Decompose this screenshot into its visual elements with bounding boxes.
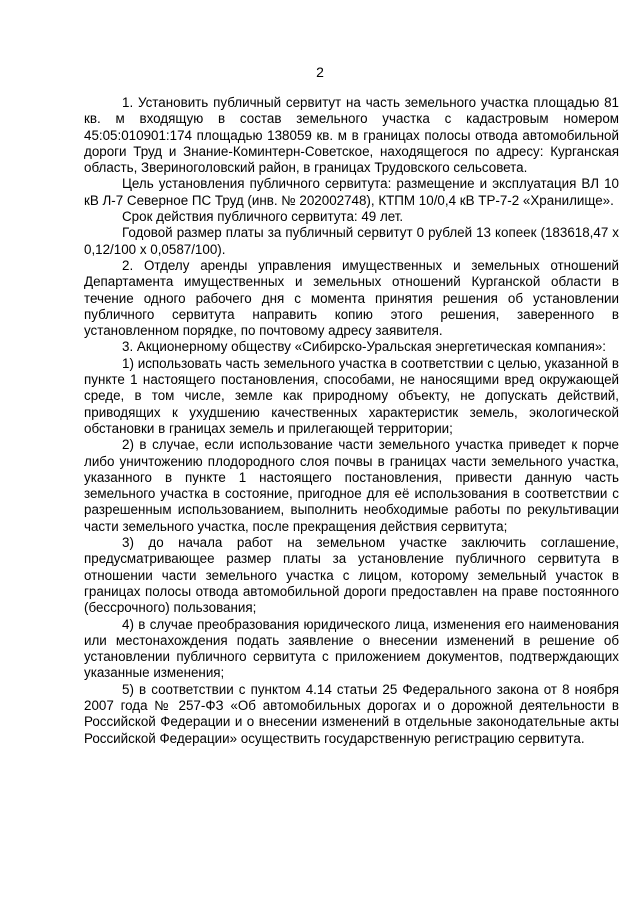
subparagraph-3-4: 4) в случае преобразования юридического лица, изменения его наименования или местонахождения подать заявление о внесении изменений в решение об установлении публичного сервитута с приложением документов, подтверждающих указанные изменения; (84, 616, 619, 681)
paragraph-3-company: 3. Акционерному обществу «Сибирско-Уральская энергетическая компания»: (122, 339, 607, 355)
paragraph-1-servitude: 1. Установить публичный сервитут на часть земельного участка площадью 81 кв. м входящую в состав земельного участка с кадастровым номером 45:05:010901:174 площадью 138059 кв. м в границах полосы отвода автомобильной дороги Труд и Знание-Коминтерн-Советское, находящегося по адресу: Курганская область, Звериноголовский район, в границах Трудовского сельсовета. (84, 95, 619, 176)
subparagraph-3-5: 5) в соответствии с пунктом 4.14 статьи 25 Федерального закона от 8 ноября 2007 года № 257-ФЗ «Об автомобильных дорогах и о дорожной деятельности в Российской Федерации и о внесении изменений в отдельные законодательные акты Российской Федерации» осуществить государственную регистрацию сервитута. (84, 681, 619, 746)
page-number: 2 (316, 64, 324, 80)
subparagraph-3-3: 3) до начала работ на земельном участке заключить соглашение, предусматривающее размер платы за установление публичного сервитута в отношении части земельного участка с лицом, которому земельный участок в границах полосы отвода автомобильной дороги предоставлен на праве постоянного (бессрочного) пользования; (84, 535, 619, 616)
paragraph-annual-fee: Годовой размер платы за публичный сервитут 0 рублей 13 копеек (183618,47 х 0,12/100 х 0,0587/100). (84, 225, 619, 257)
paragraph-2-lease-department: 2. Отделу аренды управления имущественных и земельных отношений Департамента имущественных и земельных отношений Курганской области в течение одного рабочего дня с момента принятия решения об установлении публичного сервитута направить копию этого решения, заверенного в установленном порядке, по почтовому адресу заявителя. (84, 257, 619, 339)
subparagraph-3-2: 2) в случае, если использование части земельного участка приведет к порче либо уничтожению плодородного слоя почвы в границах части земельного участка, указанного в пункте 1 настоящего постановления, привести данную часть земельного участка в состояние, пригодное для её использования в соответствии с разрешенным использованием, выполнить необходимые работы по рекультивации части земельного участка, после прекращения действия сервитута; (84, 437, 619, 534)
paragraph-purpose: Цель установления публичного сервитута: размещение и эксплуатация ВЛ 10 кВ Л-7 Северное ПС Труд (инв. № 202002748), КТПМ 10/0,4 кВ ТР-7-2 «Хранилище». (84, 176, 619, 208)
subparagraph-3-1: 1) использовать часть земельного участка в соответствии с целью, указанной в пункте 1 настоящего постановления, способами, не наносящими вред окружающей среде, в том числе, земле как природному объекту, не допускать действий, приводящих к ухудшению качественных характеристик земель, экологической обстановки в границах земель и прилегающей территории; (84, 355, 619, 436)
paragraph-term: Срок действия публичного сервитута: 49 лет. (122, 209, 404, 225)
document-body (84, 95, 619, 747)
